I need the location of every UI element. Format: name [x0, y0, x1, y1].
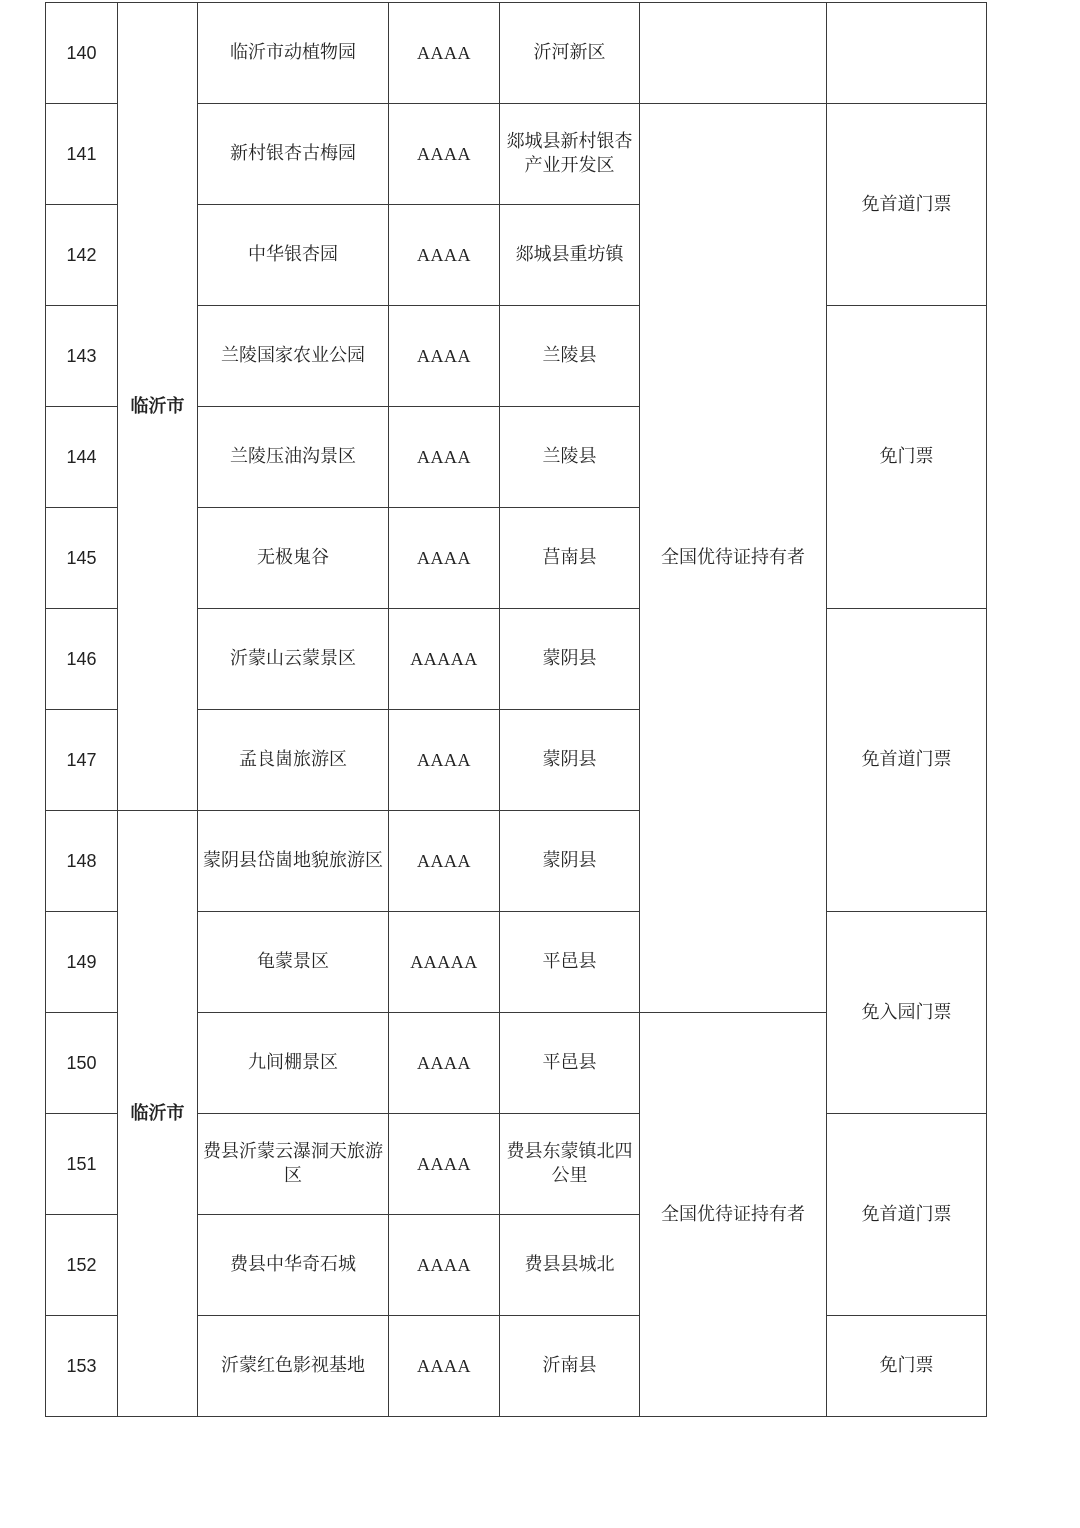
- scenic-level: AAAA: [389, 205, 500, 306]
- benefit-cell: 免入园门票: [827, 912, 987, 1114]
- row-number: 150: [46, 1013, 118, 1114]
- scenic-spots-table: [45, 2, 987, 1417]
- benefit-cell: 免首道门票: [827, 1114, 987, 1316]
- city-cell: 临沂市: [118, 811, 198, 1417]
- scenic-name: 费县沂蒙云瀑洞天旅游区: [198, 1114, 389, 1215]
- scenic-level: AAAA: [389, 104, 500, 205]
- scenic-level: AAAA: [389, 710, 500, 811]
- benefit-cell: 免首道门票: [827, 609, 987, 912]
- row-number: 142: [46, 205, 118, 306]
- scenic-location: 兰陵县: [500, 407, 640, 508]
- scenic-location: 平邑县: [500, 1013, 640, 1114]
- row-number: 144: [46, 407, 118, 508]
- eligibility-cell: [640, 3, 827, 104]
- row-number: 145: [46, 508, 118, 609]
- benefit-cell: 免门票: [827, 306, 987, 609]
- scenic-location: 沂南县: [500, 1316, 640, 1417]
- eligibility-cell: 全国优待证持有者: [640, 1013, 827, 1417]
- scenic-location: 费县东蒙镇北四公里: [500, 1114, 640, 1215]
- scenic-level: AAAA: [389, 811, 500, 912]
- scenic-location: 蒙阴县: [500, 811, 640, 912]
- row-number: 148: [46, 811, 118, 912]
- scenic-name: 九间棚景区: [198, 1013, 389, 1114]
- scenic-name: 孟良崮旅游区: [198, 710, 389, 811]
- scenic-level: AAAA: [389, 1114, 500, 1215]
- scenic-name: 费县中华奇石城: [198, 1215, 389, 1316]
- scenic-name: 兰陵压油沟景区: [198, 407, 389, 508]
- table-row: [46, 3, 987, 104]
- city-cell: 临沂市: [118, 3, 198, 811]
- scenic-level: AAAA: [389, 3, 500, 104]
- scenic-level: AAAA: [389, 1316, 500, 1417]
- scenic-level: AAAA: [389, 407, 500, 508]
- scenic-name: 蒙阴县岱崮地貌旅游区: [198, 811, 389, 912]
- scenic-location: 蒙阴县: [500, 609, 640, 710]
- scenic-name: 无极鬼谷: [198, 508, 389, 609]
- scenic-location: 蒙阴县: [500, 710, 640, 811]
- scenic-name: 新村银杏古梅园: [198, 104, 389, 205]
- row-number: 140: [46, 3, 118, 104]
- scenic-location: 沂河新区: [500, 3, 640, 104]
- row-number: 143: [46, 306, 118, 407]
- scenic-location: 莒南县: [500, 508, 640, 609]
- row-number: 153: [46, 1316, 118, 1417]
- scenic-level: AAAA: [389, 1013, 500, 1114]
- eligibility-cell: 全国优待证持有者: [640, 104, 827, 1013]
- scenic-name: 兰陵国家农业公园: [198, 306, 389, 407]
- row-number: 149: [46, 912, 118, 1013]
- scenic-level: AAAA: [389, 1215, 500, 1316]
- scenic-location: 平邑县: [500, 912, 640, 1013]
- scenic-level: AAAA: [389, 306, 500, 407]
- scenic-level: AAAA: [389, 508, 500, 609]
- row-number: 141: [46, 104, 118, 205]
- scenic-name: 沂蒙山云蒙景区: [198, 609, 389, 710]
- row-number: 147: [46, 710, 118, 811]
- benefit-cell: [827, 3, 987, 104]
- scenic-level: AAAAA: [389, 609, 500, 710]
- row-number: 146: [46, 609, 118, 710]
- scenic-name: 沂蒙红色影视基地: [198, 1316, 389, 1417]
- scenic-name: 龟蒙景区: [198, 912, 389, 1013]
- scenic-name: 中华银杏园: [198, 205, 389, 306]
- scenic-location: 费县县城北: [500, 1215, 640, 1316]
- benefit-cell: 免首道门票: [827, 104, 987, 306]
- scenic-level: AAAAA: [389, 912, 500, 1013]
- scenic-location: 郯城县重坊镇: [500, 205, 640, 306]
- benefit-cell: 免门票: [827, 1316, 987, 1417]
- scenic-location: 兰陵县: [500, 306, 640, 407]
- scenic-name: 临沂市动植物园: [198, 3, 389, 104]
- scenic-location: 郯城县新村银杏产业开发区: [500, 104, 640, 205]
- row-number: 151: [46, 1114, 118, 1215]
- row-number: 152: [46, 1215, 118, 1316]
